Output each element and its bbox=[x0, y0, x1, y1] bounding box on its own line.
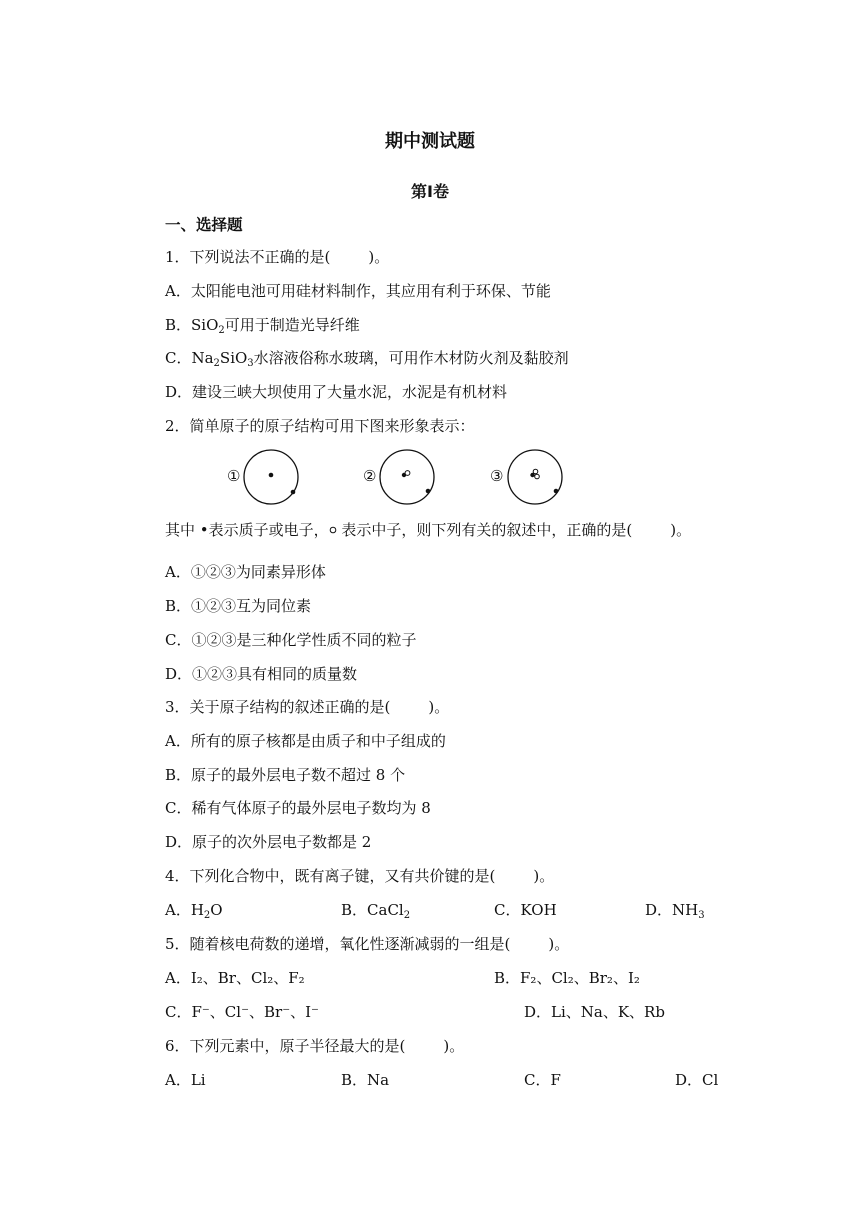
question-2-note: 其中 •表示质子或电子， 表示中子，则下列有关的叙述中，正确的是( )。 bbox=[165, 521, 692, 539]
question-2-option-d: D．①②③具有相同的质量数 bbox=[165, 665, 358, 683]
question-2-option-c: C．①②③是三种化学性质不同的粒子 bbox=[165, 631, 417, 649]
question-1-option-d: D．建设三峡大坝使用了大量水泥，水泥是有机材料 bbox=[165, 383, 508, 401]
atom-label-2: ② bbox=[363, 467, 377, 485]
question-4-stem: 4．下列化合物中，既有离子键，又有共价键的是( )。 bbox=[165, 867, 555, 885]
question-3-option-d: D．原子的次外层电子数都是 2 bbox=[165, 833, 372, 851]
page-title: 期中测试题 bbox=[385, 131, 475, 152]
question-6-option-c: C．F bbox=[524, 1071, 561, 1089]
neutron-symbol-icon bbox=[329, 526, 337, 534]
question-2-stem: 2．简单原子的原子结构可用下图来形象表示： bbox=[165, 417, 475, 435]
question-3-option-a: A．所有的原子核都是由质子和中子组成的 bbox=[165, 732, 446, 750]
question-3-stem: 3．关于原子结构的叙述正确的是( )。 bbox=[165, 698, 450, 716]
question-1-option-a: A．太阳能电池可用硅材料制作，其应用有利于环保、节能 bbox=[165, 282, 551, 300]
atom-label-1: ① bbox=[227, 467, 241, 485]
question-1-stem bbox=[165, 247, 389, 267]
question-4-option-c: C．KOH bbox=[494, 901, 557, 919]
question-1-end: )。 bbox=[368, 248, 390, 266]
volume-title: 第Ⅰ卷 bbox=[411, 182, 449, 201]
atom-label-3: ③ bbox=[490, 467, 504, 485]
question-4-option-b: B．CaCl$_2$ bbox=[341, 901, 411, 921]
atom-3-diagram bbox=[507, 448, 567, 508]
question-5-option-c: C．F⁻、Cl⁻、Br⁻、I⁻ bbox=[165, 1003, 319, 1021]
question-5-option-a: A．I₂、Br、Cl₂、F₂ bbox=[165, 969, 305, 987]
question-6-option-a: A．Li bbox=[165, 1071, 206, 1089]
question-5-option-d: D．Li、Na、K、Rb bbox=[524, 1003, 665, 1021]
question-5-stem: 5．随着核电荷数的递增，氧化性逐渐减弱的一组是( )。 bbox=[165, 935, 570, 953]
question-4-option-a: A．$H_2O$ bbox=[165, 901, 223, 921]
question-2-option-a: A．①②③为同素异形体 bbox=[165, 563, 326, 581]
question-4-option-d: D．$NH_3$ bbox=[645, 901, 705, 921]
question-6-option-d: D．Cl bbox=[675, 1071, 719, 1089]
question-1-option-b: B．SiO$_2$可用于制造光导纤维 bbox=[165, 316, 360, 336]
question-2-option-b: B．①②③互为同位素 bbox=[165, 597, 312, 615]
question-1-option-c: C．$Na_2SiO_3$水溶液俗称水玻璃，可用作木材防火剂及黏胶剂 bbox=[165, 349, 569, 369]
atom-2-diagram bbox=[379, 448, 439, 508]
question-6-stem: 6．下列元素中，原子半径最大的是( )。 bbox=[165, 1037, 465, 1055]
atom-1-diagram bbox=[243, 448, 303, 508]
section-heading: 一、选择题 bbox=[165, 216, 243, 234]
question-3-option-b: B．原子的最外层电子数不超过 8 个 bbox=[165, 766, 406, 784]
question-6-option-b: B．Na bbox=[341, 1071, 390, 1089]
question-1-text: 1．下列说法不正确的是( bbox=[165, 248, 331, 266]
question-3-option-c: C．稀有气体原子的最外层电子数均为 8 bbox=[165, 799, 431, 817]
atom-structure-figure bbox=[225, 448, 585, 508]
question-5-option-b: B．F₂、Cl₂、Br₂、I₂ bbox=[494, 969, 640, 987]
